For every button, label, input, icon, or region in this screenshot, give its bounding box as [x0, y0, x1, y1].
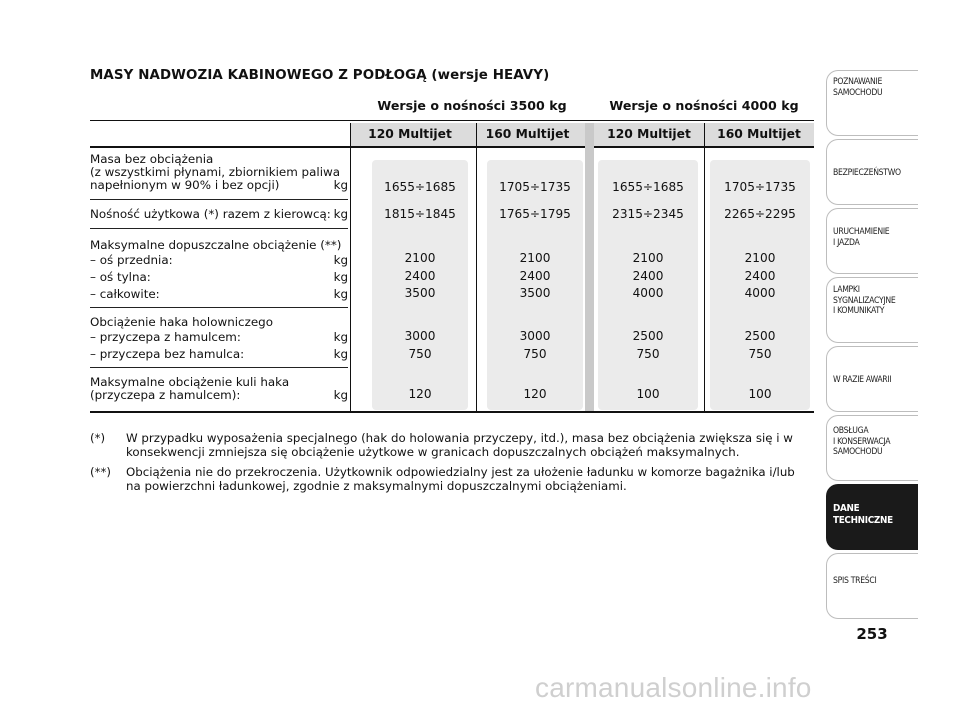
column-header-1: 120 Multijet: [368, 127, 452, 141]
tab-uruchamienie-i-jazda[interactable]: URUCHAMIENIE I JAZDA: [826, 208, 918, 274]
column-rule-2: [476, 123, 477, 411]
page-number: 253: [856, 625, 888, 643]
footnote-text: W przypadku wyposażenia specjalnego (hak do holowania przyczepy, itd.), masa bez obciążenia zwiększa się i w konsekwencji zmniejsza się obciążenie użytkowe w granicach dopuszczalnych obciążeń maksymalnych.: [126, 431, 793, 459]
row-label-tow-ball-load: Maksymalne obciążenie kuli haka (przyczepa z hamulcem): kg: [90, 375, 348, 402]
column-header-3: 120 Multijet: [607, 127, 691, 141]
cell-value: 2100 2400 4000: [632, 251, 664, 300]
table-bottom-rule: [90, 411, 814, 413]
page-title: MASY NADWOZIA KABINOWEGO Z PODŁOGĄ (wersje HEAVY): [90, 68, 550, 83]
cell-value: 2500 750: [744, 329, 776, 361]
cell-value: 1815÷1845: [384, 207, 456, 221]
tab-lampki-sygnalizacyjne[interactable]: LAMPKI SYGNALIZACYJNE I KOMUNIKATY: [826, 277, 918, 343]
cell-value: 120: [523, 387, 547, 401]
tab-spis-tresci[interactable]: SPIS TREŚCI: [826, 553, 918, 619]
cell-value: 2100 2400 3500: [519, 251, 551, 300]
cell-value: 1655÷1685: [384, 180, 456, 194]
cell-value: 1765÷1795: [499, 207, 571, 221]
row-separator: [90, 228, 348, 229]
cell-value: 1705÷1735: [499, 180, 571, 194]
row-separator: [90, 367, 348, 368]
footnote-mark: (*): [90, 431, 106, 445]
footnote-mark: (**): [90, 465, 112, 479]
tab-w-razie-awarii[interactable]: W RAZIE AWARII: [826, 346, 918, 412]
cell-value: 1705÷1735: [724, 180, 796, 194]
cell-value: 2100 2400 4000: [744, 251, 776, 300]
cell-value: 2100 2400 3500: [404, 251, 436, 300]
tab-bezpieczenstwo[interactable]: BEZPIECZEŃSTWO: [826, 139, 918, 205]
table-top-rule: [90, 120, 814, 121]
row-label-payload: Nośność użytkowa (*) razem z kierowcą: kg: [90, 207, 348, 221]
group-header-4000: Wersje o nośności 4000 kg: [609, 98, 799, 113]
row-label-unladen-mass: Masa bez obciążenia (z wszystkimi płynami, zbiornikiem paliwa napełnionym w 90% i bez opcji) kg: [90, 152, 348, 192]
row-label-max-load: Maksymalne dopuszczalne obciążenie (**) – oś przednia: kg – oś tylna: kg – całkowite: kg: [90, 238, 348, 301]
tab-obsluga-i-konserwacja[interactable]: OBSŁUGA I KONSERWACJA SAMOCHODU: [826, 415, 918, 481]
column-rule-3: [704, 123, 705, 411]
cell-value: 120: [408, 387, 432, 401]
footnote: [90, 431, 810, 459]
footnotes: [90, 431, 810, 499]
row-separator: [90, 307, 348, 308]
cell-value: 2500 750: [632, 329, 664, 361]
cell-value: 100: [636, 387, 660, 401]
column-header-2: 160 Multijet: [485, 127, 570, 141]
row-separator: [90, 199, 348, 200]
group-header-3500: Wersje o nośności 3500 kg: [377, 98, 567, 113]
header-rule: [90, 146, 814, 148]
tab-dane-techniczne[interactable]: DANE TECHNICZNE: [826, 484, 918, 550]
footnote-text: Obciążenia nie do przekroczenia. Użytkownik odpowiedzialny jest za ułożenie ładunku w komorze bagażnika i/lub na powierzchni ładunkowej, zgodnie z maksymalnymi dopuszczalnymi obciążeniami.: [126, 465, 795, 493]
cell-value: 2265÷2295: [724, 207, 796, 221]
footnote: [90, 465, 810, 493]
cell-value: 1655÷1685: [612, 180, 684, 194]
cell-value: 2315÷2345: [612, 207, 684, 221]
cell-value: 3000 750: [519, 329, 551, 361]
group-divider-bar: [585, 123, 594, 411]
row-label-towing-load: Obciążenie haka holowniczego – przyczepa z hamulcem: kg – przyczepa bez hamulca: kg: [90, 315, 348, 361]
column-header-4: 160 Multijet: [717, 127, 801, 141]
watermark: carmanualsonline.info: [535, 672, 812, 703]
tab-poznawanie-samochodu[interactable]: POZNAWANIE SAMOCHODU: [826, 70, 918, 136]
column-rule-1: [350, 123, 351, 411]
cell-value: 100: [748, 387, 772, 401]
cell-value: 3000 750: [404, 329, 436, 361]
